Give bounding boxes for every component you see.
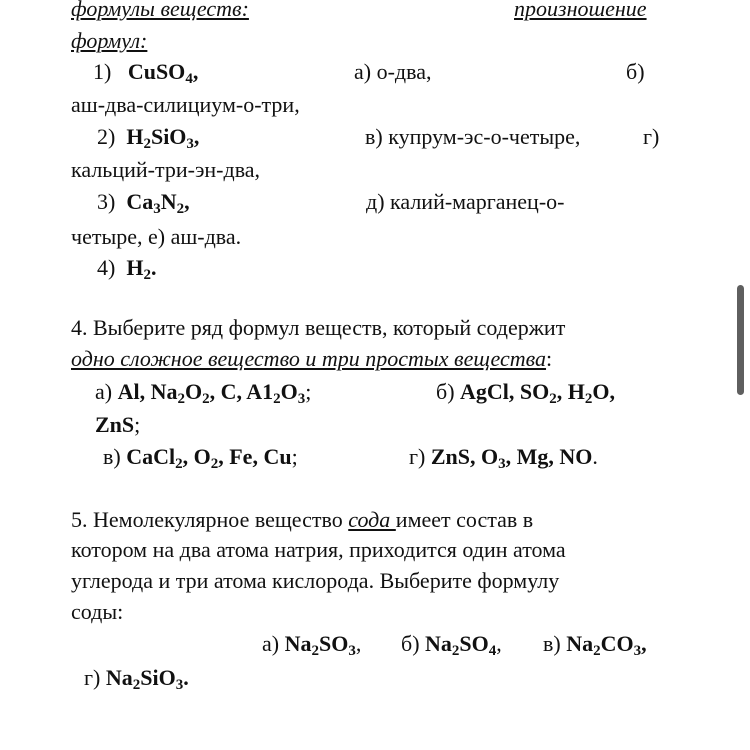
task4-option-v: в) CaCl$_2$, $O_2$, Fe, Cu; [103, 444, 298, 472]
task4-option-a: а) Al, $Na_2O_2$, C, $A1_2O_3$; [95, 379, 312, 407]
task5-line-1: 5. Немолекулярное вещество сода имеет состав в [71, 507, 534, 532]
task4-option-b-cont: ZnS; [95, 412, 141, 437]
pron-d-cont: четыре, е) аш-два. [71, 224, 242, 249]
task5-option-g: г) $Na_2SiO_3$. [84, 665, 189, 693]
formula-3-row: 3) $Ca_3N_2$, [97, 189, 190, 217]
task4-emphasis: одно сложное вещество и три простых вещества [71, 346, 547, 371]
formula-2-row: 2) $H_2SiO_3$, [97, 124, 200, 152]
task5-option-v: в) $Na_2CO_3$, [543, 631, 647, 659]
task4-question: 4. Выберите ряд формул веществ, который содержит [71, 315, 566, 340]
task4-option-b: б) AgCl, $SO_2$, $H_2O$, [436, 379, 616, 407]
task4-option-g: г) ZnS, $O_3$, Mg, NO. [409, 444, 598, 472]
task5-option-a: а) $Na_2SO_3$, [262, 631, 362, 659]
pron-a: а) о-два, [354, 59, 432, 84]
formula-4-row: 4) $H_2$. [97, 255, 157, 283]
header-left: формулы веществ: [71, 0, 249, 21]
pron-g-letter: г) [643, 124, 660, 149]
task5-option-b: б) $Na_2SO_4$, [401, 631, 502, 659]
task5-line-3: углерода и три атома кислорода. Выберите формулу [71, 568, 560, 593]
task4-question-cont: одно сложное вещество и три простых вещества: [71, 346, 553, 371]
vertical-scrollbar[interactable] [737, 285, 744, 395]
formula-1-row: 1) CuSO$_4$, [93, 59, 199, 87]
task5-line-2: котором на два атома натрия, приходится один атома [71, 537, 566, 562]
soda-word: сода [348, 507, 396, 532]
pron-b-text: аш-два-силициум-о-три, [71, 92, 300, 117]
task5-line-4: соды: [71, 599, 124, 624]
pron-v: в) купрум-эс-о-четыре, [365, 124, 581, 149]
pron-d: д) калий-марганец-о- [366, 189, 565, 214]
pron-g-text: кальций-три-эн-два, [71, 157, 261, 182]
pron-b-letter: б) [626, 59, 645, 84]
header-left-cont: формул: [71, 28, 148, 53]
header-right: произношение [514, 0, 647, 21]
